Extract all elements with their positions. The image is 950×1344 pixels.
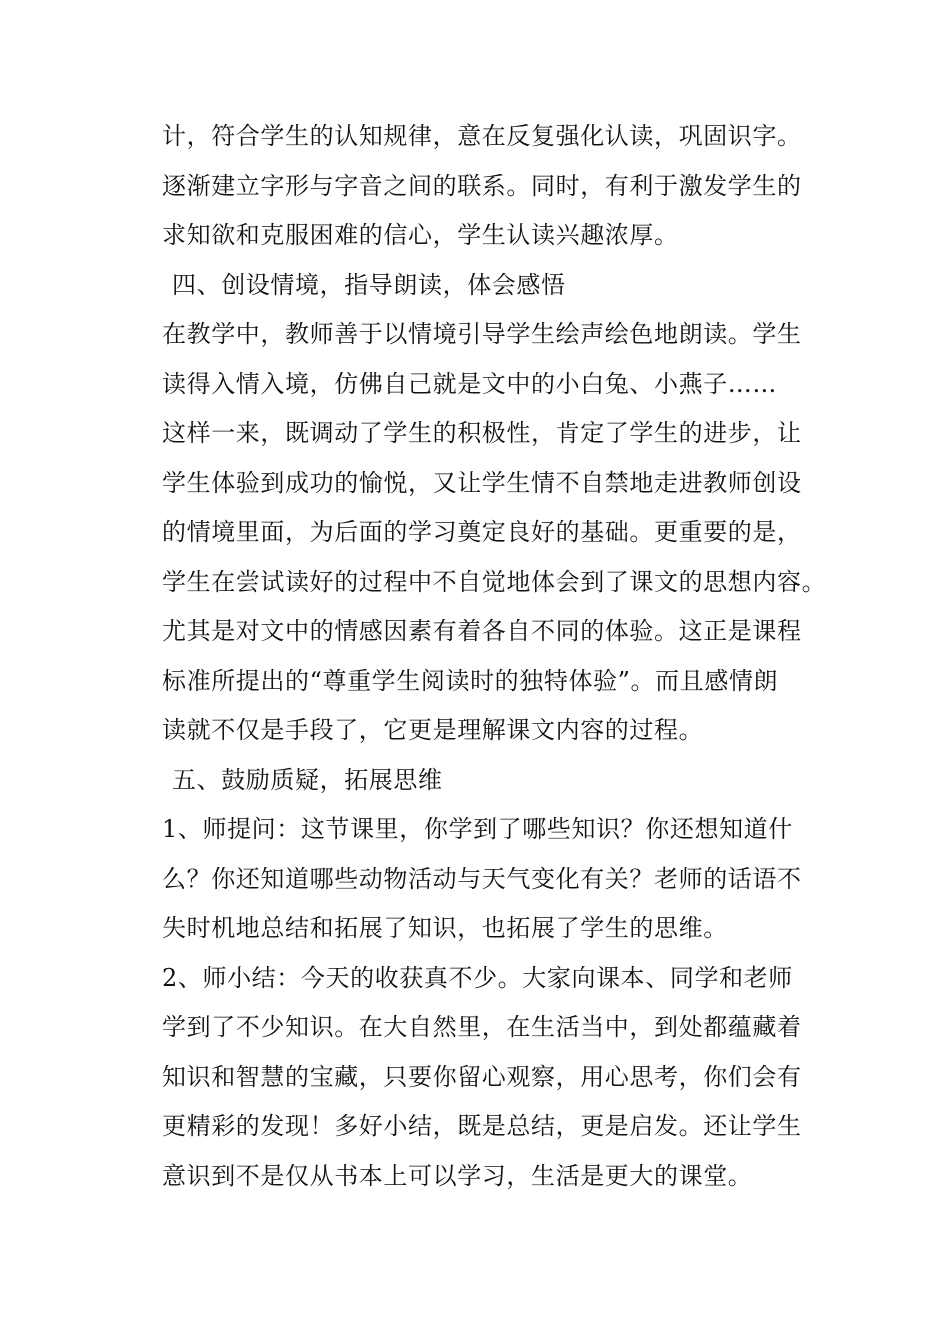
- paragraph-line: 知识和智慧的宝藏，只要你留心观察，用心思考，你们会有: [162, 1062, 802, 1091]
- paragraph-line: 计，符合学生的认知规律，意在反复强化认读，巩固识字。: [162, 122, 802, 150]
- paragraph-line: 学生体验到成功的愉悦，又让学生情不自禁地走进教师创设: [162, 468, 802, 497]
- paragraph-line: 求知欲和克服困难的信心，学生认读兴趣浓厚。: [162, 221, 679, 249]
- paragraph-line: 学到了不少知识。在大自然里，在生活当中，到处都蕴藏着: [162, 1013, 802, 1041]
- section-heading: 四、创设情境，指导朗读，体会感悟: [172, 270, 566, 299]
- paragraph-line: 更精彩的发现！多好小结，既是总结，更是启发。还让学生: [162, 1112, 802, 1140]
- paragraph-line: 逐渐建立字形与字音之间的联系。同时，有利于激发学生的: [162, 171, 802, 200]
- paragraph-line: 意识到不是仅从书本上可以学习，生活是更大的课堂。: [162, 1161, 753, 1190]
- paragraph-line: 标准所提出的“尊重学生阅读时的独特体验”。而且感情朗: [162, 666, 779, 695]
- paragraph-line: 么？你还知道哪些动物活动与天气变化有关？老师的话语不: [162, 864, 802, 893]
- paragraph-line: 2、师小结：今天的收获真不少。大家向课本、同学和老师: [162, 963, 793, 992]
- paragraph-line: 读就不仅是手段了，它更是理解课文内容的过程。: [162, 716, 704, 744]
- paragraph-line: 1、师提问：这节课里，你学到了哪些知识？你还想知道什: [162, 815, 793, 843]
- paragraph-line: 读得入情入境，仿佛自己就是文中的小白兔、小燕子……: [162, 369, 777, 398]
- document-body: [162, 112, 827, 1201]
- paragraph-line: 失时机地总结和拓展了知识，也拓展了学生的思维。: [162, 914, 728, 942]
- paragraph-line: 学生在尝试读好的过程中不自觉地体会到了课文的思想内容。: [162, 567, 827, 596]
- paragraph-line: 的情境里面，为后面的学习奠定良好的基础。更重要的是，: [162, 518, 802, 546]
- paragraph-line: 在教学中，教师善于以情境引导学生绘声绘色地朗读。学生: [162, 320, 802, 348]
- paragraph-line: 这样一来，既调动了学生的积极性，肯定了学生的进步，让: [162, 419, 802, 447]
- paragraph-line: 尤其是对文中的情感因素有着各自不同的体验。这正是课程: [162, 617, 802, 645]
- section-heading: 五、鼓励质疑，拓展思维: [172, 765, 443, 794]
